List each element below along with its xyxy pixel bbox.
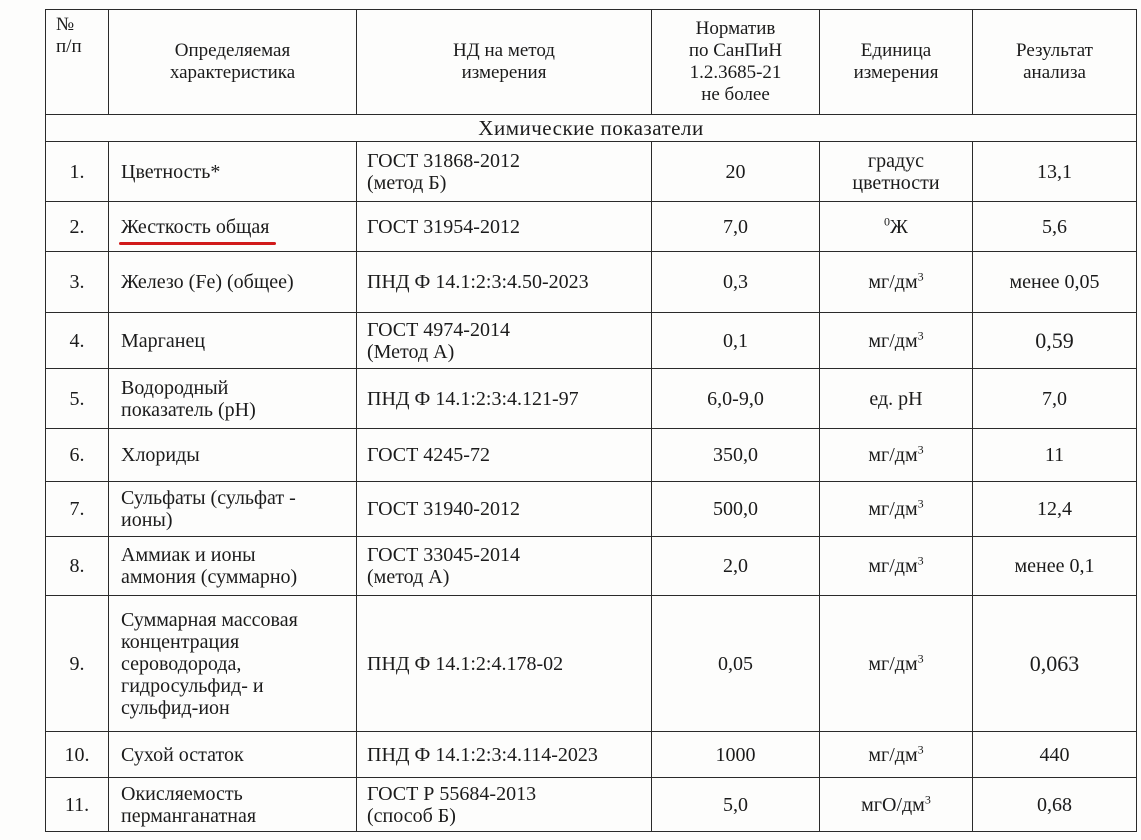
row-norm: 350,0 [652, 429, 820, 482]
row-norm: 7,0 [652, 202, 820, 252]
table-row [46, 429, 1137, 482]
unit-base: мг/дм [868, 555, 918, 577]
header-result: Результат анализа [973, 10, 1137, 115]
row-norm: 0,1 [652, 313, 820, 369]
header-unit: Единица измерения [820, 10, 973, 115]
unit-base: мг/дм [868, 444, 918, 466]
unit-base: ед. pH [869, 387, 923, 410]
row-characteristic: Хлориды [109, 429, 357, 482]
row-norm: 6,0-9,0 [652, 369, 820, 429]
unit-superscript: 3 [917, 553, 924, 568]
row-characteristic: Железо (Fe) (общее) [109, 252, 357, 313]
section-title: Химические показатели [46, 115, 1137, 142]
row-characteristic: Сульфаты (сульфат - ионы) [109, 482, 357, 537]
table-row [46, 142, 1137, 202]
table-row [46, 778, 1137, 832]
unit-base: мгО/дм [861, 793, 925, 816]
table-row [46, 732, 1137, 778]
row-unit [820, 142, 973, 202]
table-row [46, 252, 1137, 313]
row-unit [820, 732, 973, 778]
row-unit [820, 252, 973, 313]
row-unit [820, 313, 973, 369]
row-num: 5. [46, 369, 109, 429]
row-result: 440 [973, 732, 1137, 778]
unit-superscript: 3 [917, 327, 924, 342]
row-method: ГОСТ 4245-72 [357, 429, 652, 482]
unit-superscript: 3 [917, 496, 924, 511]
analysis-table [45, 9, 1137, 832]
header-method: НД на метод измерения [357, 10, 652, 115]
header-characteristic: Определяемая характеристика [109, 10, 357, 115]
unit-base: градус цветности [852, 149, 940, 194]
row-num: 8. [46, 537, 109, 596]
table-row [46, 313, 1137, 369]
row-result: 0,59 [973, 313, 1137, 369]
row-unit [820, 369, 973, 429]
unit-base: мг/дм [868, 271, 918, 293]
row-characteristic: Сухой остаток [109, 732, 357, 778]
row-characteristic: Марганец [109, 313, 357, 369]
row-num: 2. [46, 202, 109, 252]
row-result: 11 [973, 429, 1137, 482]
red-underline-annotation [121, 216, 270, 238]
row-norm: 0,05 [652, 596, 820, 732]
row-method: ГОСТ 33045-2014 (метод А) [357, 537, 652, 596]
row-method: ПНД Ф 14.1:2:4.178-02 [357, 596, 652, 732]
unit-base: мг/дм [868, 743, 918, 766]
unit-base: Ж [890, 215, 908, 238]
table-row [46, 482, 1137, 537]
header-num: № п/п [46, 10, 109, 115]
row-result: менее 0,05 [973, 252, 1137, 313]
row-characteristic: Суммарная массовая концентрация сероводорода, гидросульфид- и сульфид-ион [109, 596, 357, 732]
row-method: ГОСТ 31940-2012 [357, 482, 652, 537]
row-num: 4. [46, 313, 109, 369]
section-row [46, 115, 1137, 142]
table-row [46, 202, 1137, 252]
row-num: 9. [46, 596, 109, 732]
row-unit [820, 778, 973, 832]
unit-superscript: 3 [917, 442, 924, 457]
row-unit [820, 596, 973, 732]
row-result: 7,0 [973, 369, 1137, 429]
row-characteristic [109, 202, 357, 252]
table-row [46, 537, 1137, 596]
row-num: 1. [46, 142, 109, 202]
underline-mark [119, 242, 276, 245]
row-unit [820, 537, 973, 596]
row-method: ПНД Ф 14.1:2:3:4.114-2023 [357, 732, 652, 778]
row-method: ГОСТ 31868-2012 (метод Б) [357, 142, 652, 202]
row-method: ГОСТ 31954-2012 [357, 202, 652, 252]
row-result: 0,063 [973, 596, 1137, 732]
row-norm: 500,0 [652, 482, 820, 537]
row-norm: 2,0 [652, 537, 820, 596]
unit-superscript: 3 [917, 650, 924, 665]
row-characteristic: Окисляемость перманганатная [109, 778, 357, 832]
unit-superscript: 3 [917, 269, 924, 284]
unit-base: мг/дм [868, 652, 918, 675]
table-row [46, 369, 1137, 429]
row-norm: 0,3 [652, 252, 820, 313]
row-num: 7. [46, 482, 109, 537]
row-unit [820, 482, 973, 537]
row-unit [820, 202, 973, 252]
row-characteristic: Водородный показатель (pH) [109, 369, 357, 429]
row-characteristic: Цветность* [109, 142, 357, 202]
table-row [46, 596, 1137, 732]
unit-base: мг/дм [868, 329, 918, 352]
unit-superscript: 3 [917, 741, 924, 756]
row-norm: 5,0 [652, 778, 820, 832]
row-result: 5,6 [973, 202, 1137, 252]
unit-prefix-superscript: 0 [884, 213, 891, 228]
row-num: 6. [46, 429, 109, 482]
row-result: 13,1 [973, 142, 1137, 202]
table-header-row [46, 10, 1137, 115]
row-characteristic-text: Жесткость общая [121, 215, 270, 238]
row-norm: 1000 [652, 732, 820, 778]
row-unit [820, 429, 973, 482]
row-num: 10. [46, 732, 109, 778]
row-result: 12,4 [973, 482, 1137, 537]
row-num: 11. [46, 778, 109, 832]
row-characteristic: Аммиак и ионы аммония (суммарно) [109, 537, 357, 596]
row-method: ГОСТ Р 55684-2013 (способ Б) [357, 778, 652, 832]
unit-base: мг/дм [868, 498, 918, 520]
row-norm: 20 [652, 142, 820, 202]
row-method: ПНД Ф 14.1:2:3:4.50-2023 [357, 252, 652, 313]
row-method: ГОСТ 4974-2014 (Метод А) [357, 313, 652, 369]
unit-superscript: 3 [924, 791, 931, 806]
row-result: менее 0,1 [973, 537, 1137, 596]
row-num: 3. [46, 252, 109, 313]
row-method: ПНД Ф 14.1:2:3:4.121-97 [357, 369, 652, 429]
header-norm: Норматив по СанПиН 1.2.3685-21 не более [652, 10, 820, 115]
row-result: 0,68 [973, 778, 1137, 832]
